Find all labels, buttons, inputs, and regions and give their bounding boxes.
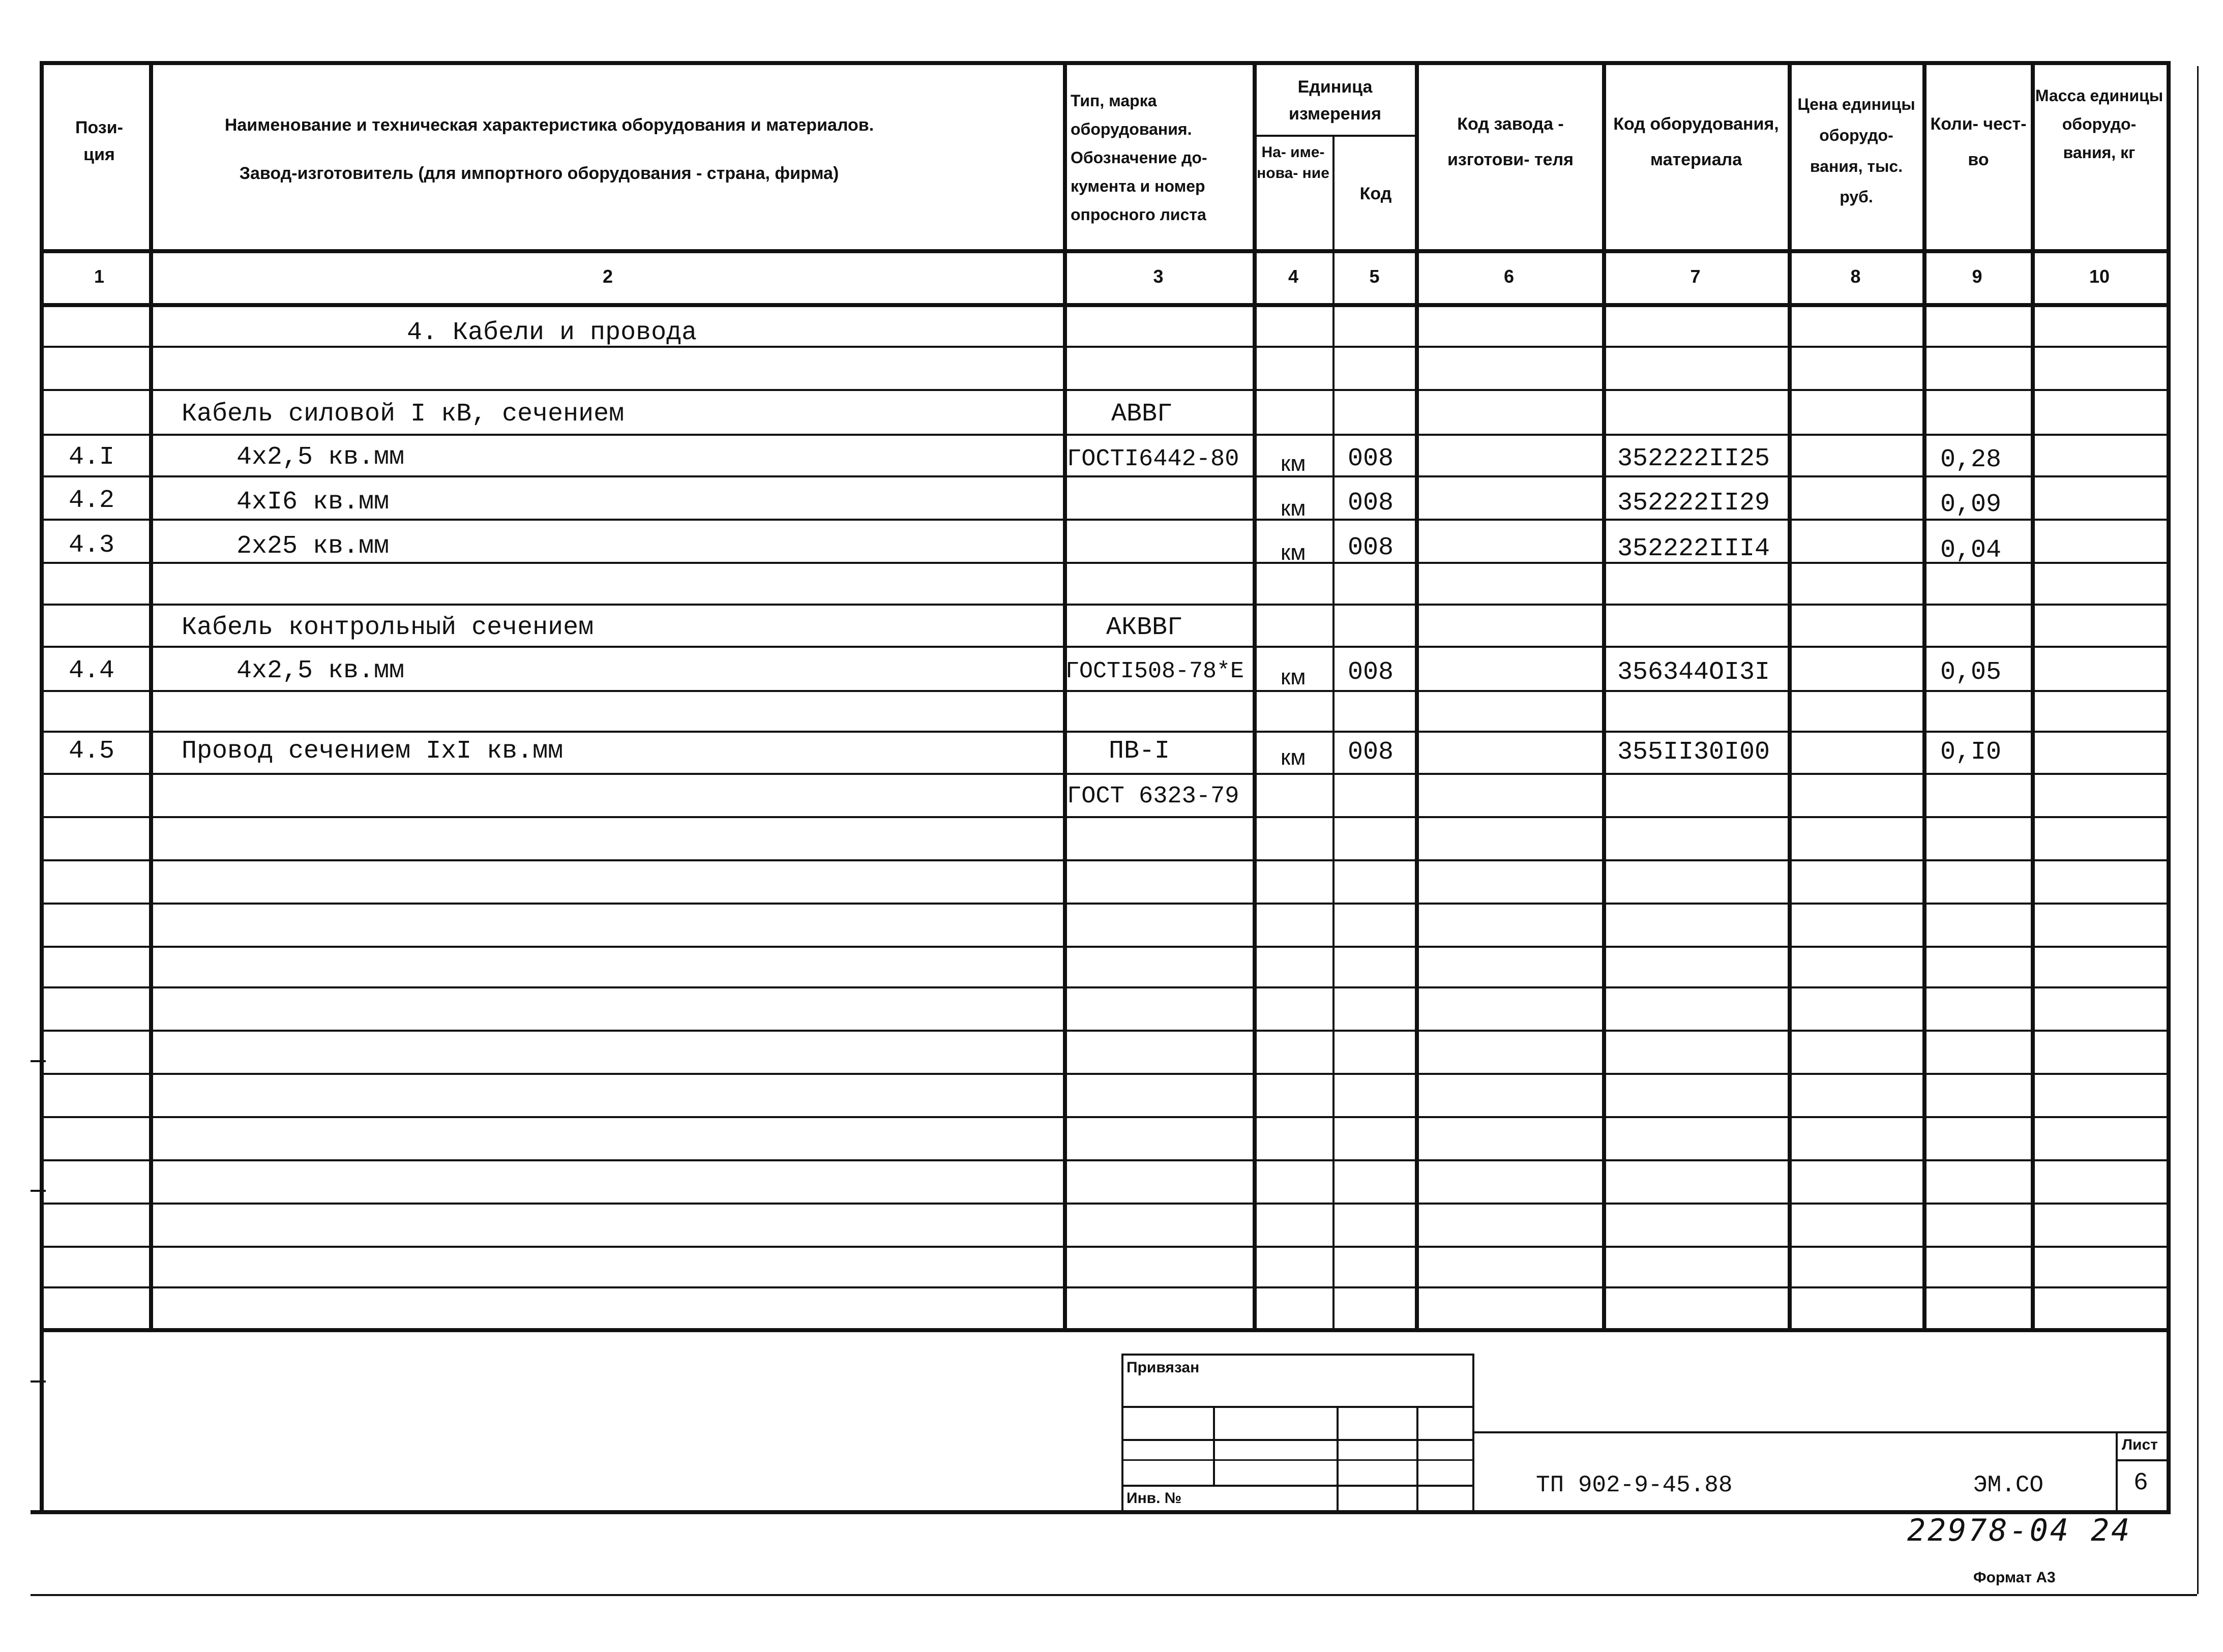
row-line xyxy=(40,346,2171,348)
control-cable-name: Кабель контрольный сечением xyxy=(182,613,594,642)
row-4-1-doc: ГОСТI6442-80 xyxy=(1067,446,1239,473)
colnum-1: 1 xyxy=(94,266,105,287)
colnum-5: 5 xyxy=(1369,266,1380,287)
row-line xyxy=(40,1073,2171,1075)
stamp-bound-label: Привязан xyxy=(1127,1359,1200,1376)
colnum-6: 6 xyxy=(1503,266,1515,287)
stamp-line xyxy=(1416,1406,1418,1510)
row-4-2-code: 008 xyxy=(1348,489,1394,518)
stamp-line xyxy=(1121,1459,1472,1461)
row-line xyxy=(40,1116,2171,1118)
row-4-2-name: 4хI6 кв.мм xyxy=(236,488,390,517)
header-unit-code: Код xyxy=(1359,184,1392,203)
stamp-main-line xyxy=(1472,1431,2167,1433)
row-line xyxy=(40,986,2171,988)
sheet-number: 6 xyxy=(2133,1469,2148,1497)
unit-group-line xyxy=(1253,135,1415,137)
row-4-5-unit: км xyxy=(1281,745,1306,770)
row-4-4-qty: 0,05 xyxy=(1940,658,2002,687)
row-4-5-code: 008 xyxy=(1348,738,1394,767)
row-line xyxy=(40,1203,2171,1205)
row-line xyxy=(40,434,2171,436)
colnum-3: 3 xyxy=(1153,266,1164,287)
row-4-5-name: Провод сечением IхI кв.мм xyxy=(182,737,564,766)
document-mark: ЭМ.СО xyxy=(1973,1472,2044,1498)
col-divider xyxy=(149,61,153,1328)
control-cable-type: АКВВГ xyxy=(1106,613,1183,642)
sheet-cell-line xyxy=(2116,1431,2118,1510)
col-divider xyxy=(1332,135,1335,1328)
margin-tick xyxy=(31,1060,46,1062)
row-line xyxy=(40,475,2171,477)
col-divider xyxy=(1788,61,1792,1328)
row-4-4-code: 008 xyxy=(1348,658,1394,687)
col-divider xyxy=(1253,61,1257,1328)
stamp-line xyxy=(1472,1354,1474,1510)
header-name-line2: Завод-изготовитель (для импортного оборудования - страна, фирма) xyxy=(239,164,839,183)
format-edge xyxy=(2197,66,2199,1594)
row-4-2-material: 352222II29 xyxy=(1617,489,1770,518)
margin-tick xyxy=(31,1190,46,1192)
row-line xyxy=(40,946,2171,948)
row-4-1-pos: 4.I xyxy=(69,443,115,472)
row-4-3-pos: 4.3 xyxy=(69,531,115,560)
row-4-3-code: 008 xyxy=(1348,533,1394,562)
row-4-3-unit: км xyxy=(1281,540,1306,565)
row-line xyxy=(40,816,2171,818)
row-4-3-qty: 0,04 xyxy=(1940,536,2002,565)
format-line xyxy=(31,1594,2197,1596)
row-4-5-type: ПВ-I xyxy=(1109,737,1170,766)
row-line xyxy=(40,646,2171,648)
col-divider xyxy=(1922,61,1926,1328)
colnum-8: 8 xyxy=(1850,266,1861,287)
header-unit-group: Единица измерения xyxy=(1289,77,1381,124)
row-4-5-material: 355II30I00 xyxy=(1617,738,1770,767)
row-4-3-material: 352222III4 xyxy=(1617,534,1770,563)
row-4-3-name: 2х25 кв.мм xyxy=(236,532,390,561)
colnum-2: 2 xyxy=(602,266,613,287)
row-line xyxy=(40,1246,2171,1248)
row-line xyxy=(40,1159,2171,1161)
row-4-2-unit: км xyxy=(1281,496,1306,521)
col-divider xyxy=(1063,61,1067,1328)
row-line xyxy=(40,562,2171,564)
colnum-10: 10 xyxy=(2089,266,2110,287)
row-line xyxy=(40,519,2171,521)
frame-bottom xyxy=(31,1510,2171,1514)
row-4-5-qty: 0,I0 xyxy=(1940,738,2002,767)
header-material-code: Код оборудования, материала xyxy=(1613,114,1779,169)
header-name-line1: Наименование и техническая характеристика оборудования и материалов. xyxy=(224,115,874,135)
sheet-label: Лист xyxy=(2122,1436,2158,1453)
stamp-line xyxy=(1121,1439,1472,1441)
row-4-1-unit: км xyxy=(1281,451,1306,476)
row-line xyxy=(40,773,2171,775)
row-4-4-pos: 4.4 xyxy=(69,656,115,685)
col-divider xyxy=(1602,61,1606,1328)
header-price: Цена единицы оборудо- вания, тыс. руб. xyxy=(1797,95,1915,206)
format-label: Формат А3 xyxy=(1973,1569,2056,1586)
table-bottom-line xyxy=(40,1328,2171,1332)
row-4-5-doc: ГОСТ 6323-79 xyxy=(1067,783,1239,810)
row-line xyxy=(40,859,2171,861)
row-line xyxy=(40,1286,2171,1288)
row-line xyxy=(40,604,2171,606)
row-4-4-name: 4х2,5 кв.мм xyxy=(236,656,405,685)
row-4-5-pos: 4.5 xyxy=(69,737,115,766)
document-code: ТП 902-9-45.88 xyxy=(1536,1472,1733,1498)
power-cable-name: Кабель силовой I кВ, сечением xyxy=(182,400,625,429)
stamp-line xyxy=(1213,1406,1215,1485)
header-quantity: Коли- чест- во xyxy=(1930,114,2027,169)
row-line xyxy=(40,690,2171,692)
row-4-4-material: 356344OI3I xyxy=(1617,658,1770,687)
stamp-line xyxy=(1121,1485,1472,1487)
stamp-line xyxy=(1337,1406,1339,1510)
frame-top xyxy=(40,61,2171,65)
header-type: Тип, марка оборудования. Обозначение до- кумента и номер опросного листа xyxy=(1071,92,1207,224)
stamp-inv-label: Инв. № xyxy=(1127,1490,1182,1507)
stamp-line xyxy=(1121,1354,1123,1510)
row-4-2-pos: 4.2 xyxy=(69,486,115,515)
colnum-7: 7 xyxy=(1690,266,1701,287)
colnum-9: 9 xyxy=(1972,266,1982,287)
row-4-1-qty: 0,28 xyxy=(1940,445,2002,474)
header-mass: Масса единицы оборудо- вания, кг xyxy=(2035,86,2163,162)
row-4-4-doc: ГОСТI508-78*Е xyxy=(1065,658,1244,684)
header-unit-name: На- име- нова- ние xyxy=(1257,144,1329,182)
row-line xyxy=(40,389,2171,391)
row-line xyxy=(40,731,2171,733)
row-4-4-unit: км xyxy=(1281,665,1306,689)
power-cable-type: АВВГ xyxy=(1111,400,1173,429)
colnum-4: 4 xyxy=(1288,266,1299,287)
row-line xyxy=(40,1030,2171,1032)
header-factory-code: Код завода - изготови- теля xyxy=(1447,114,1574,169)
row-4-2-qty: 0,09 xyxy=(1940,490,2002,519)
row-4-1-code: 008 xyxy=(1348,444,1394,473)
sheet-cell-line xyxy=(2116,1459,2167,1461)
col-divider xyxy=(2031,61,2035,1328)
stamp-line xyxy=(1121,1354,1472,1356)
margin-tick xyxy=(31,1380,46,1383)
row-4-1-name: 4х2,5 кв.мм xyxy=(236,443,405,472)
row-line xyxy=(40,903,2171,905)
row-4-1-material: 352222II25 xyxy=(1617,444,1770,473)
frame-left xyxy=(40,61,44,1510)
section-title: 4. Кабели и провода xyxy=(407,318,697,347)
header-position: Пози- ция xyxy=(75,118,123,164)
header-bottom-line xyxy=(40,249,2171,253)
frame-right xyxy=(2167,61,2171,1510)
col-divider xyxy=(1415,61,1419,1328)
archive-number: 22978-04 24 xyxy=(1907,1513,2132,1548)
colnum-bottom-line xyxy=(40,303,2171,307)
stamp-line xyxy=(1121,1406,1472,1408)
